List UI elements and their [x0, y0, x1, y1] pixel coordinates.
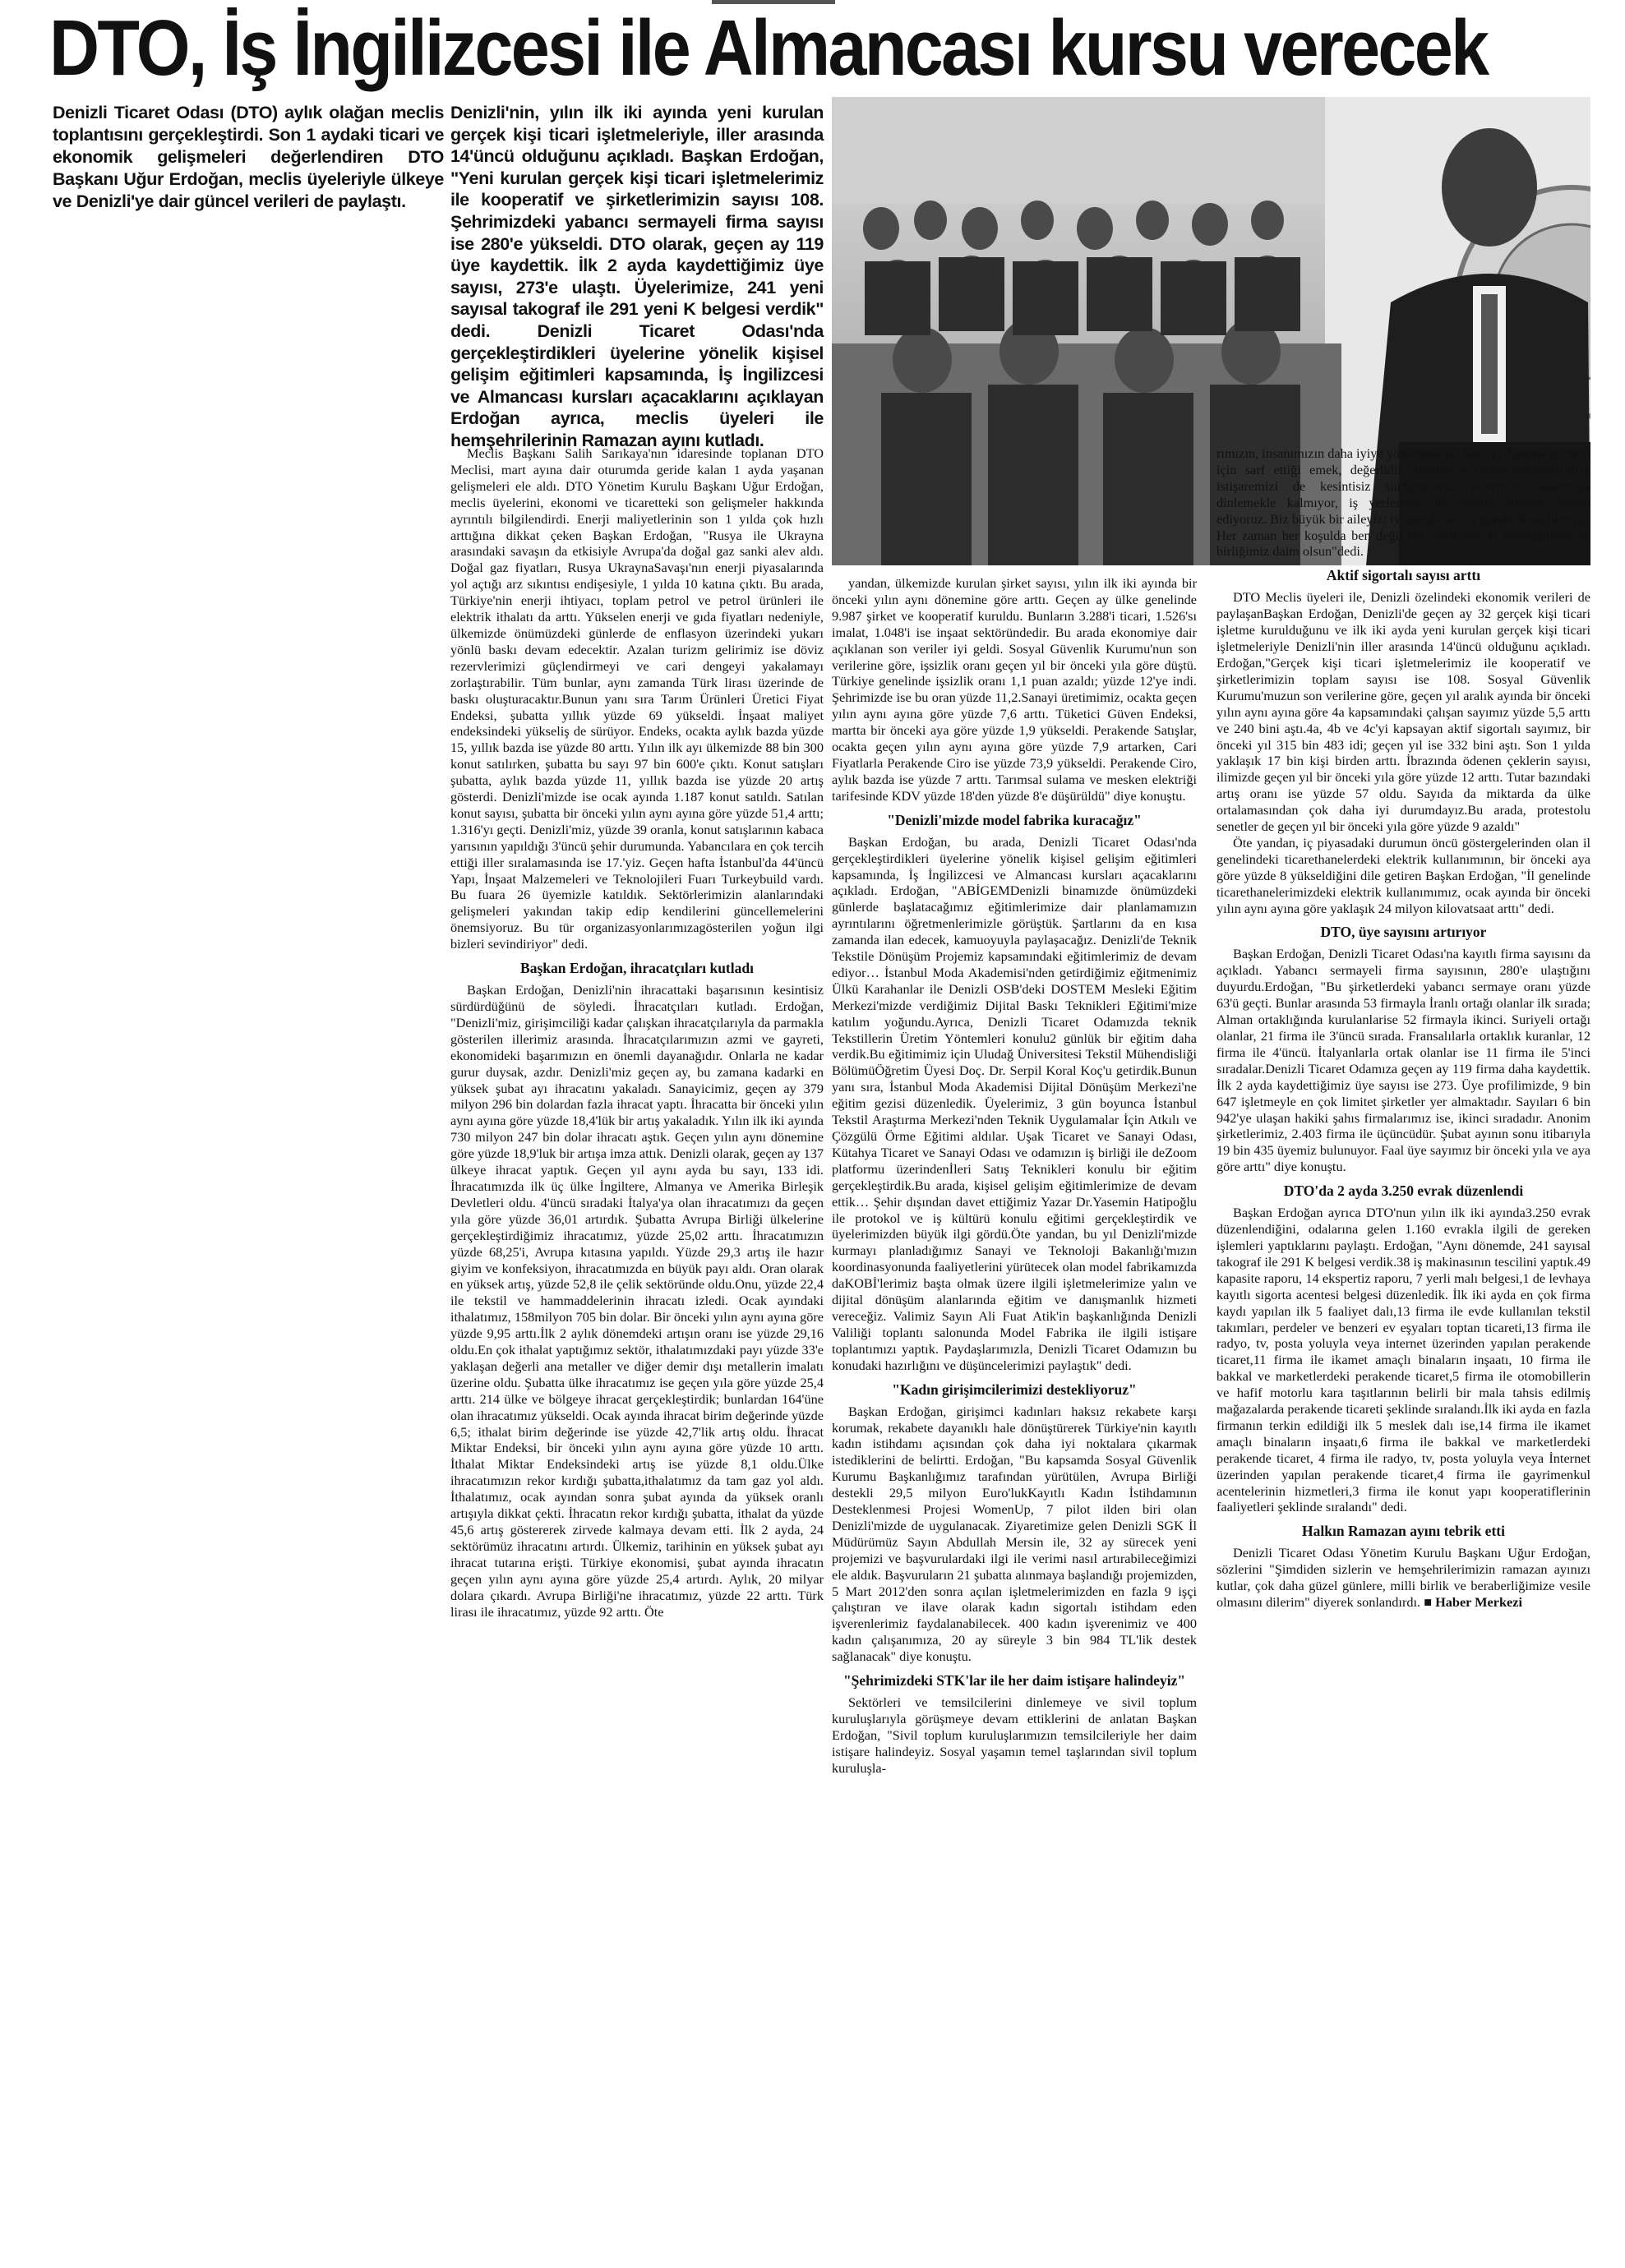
section-subheading: "Şehrimizdeki STK'lar ile her daim istişare halindeyiz"	[843, 1672, 1186, 1689]
byline: ■ Haber Merkezi	[1424, 1594, 1523, 1611]
article-column-1	[450, 445, 824, 2261]
section-subheading: Aktif sigortalı sayısı arttı	[1326, 567, 1481, 584]
article-paragraph: Denizli Ticaret Odası Yönetim Kurulu Başkanı Uğur Erdoğan, sözlerini "Şimdiden sizlerin ve hemşehrilerimizin ramazan ayınızı kutlar, çok daha güzel günlere, milli birlik ve beraberliğimize vesile olmasını dilerim" diyerek sonlandırdı. ■ Haber Merkezi	[1216, 1545, 1590, 1611]
article-paragraph: Başkan Erdoğan, bu arada, Denizli Ticaret Odası'nda gerçekleştirdikleri üyelerine yönelik kişisel gelişim eğitimleri kapsamında, İş İngilizcesi ve Almancası kursları açacaklarını açıkladı. Erdoğan, "ABİGEMDenizli binamızde önümüzdeki günlerde başlatacağımız eğitimlerimize dair planlamamızın ayrıntılarını öğretmenlerimizle görüştük. Şartlarını da en kısa zamanda ilan edecek, kamuoyuyla paylaşacağız. Denizli'de Teknik Tekstile Dönüşüm Projemiz kapsamındaki eğitimlerimiz de devam ediyor… İstanbul Moda Akademisi'nden getirdiğimiz eğitmenimiz Ülkü Karahanlar ile Denizli OSB'deki DOSTEM Mesleki Eğitim Merkezi'mizde verdiğimiz Dijital Baskı Teknikleri Eğitimi'mize katılım yoğundu.Ayrıca, Denizli Ticaret Odamızda teknik Tekstillerin Üretim Yöntemleri konulu2 günlük bir eğitim daha verdik.Bu eğitimimiz için Uludağ Üniversitesi Tekstil Mühendisliği BölümüÖğretim Üyesi Doç. Dr. Serpil Koral Koç'u getirdik.Bunun yanı sıra, İstanbul Moda Akademisi Dijital Dönüşüm Merkezi'ne eğitim gezisi düzenledik. Üyelerimiz, 3 gün boyunca İstanbul Tekstil Araştırma Merkezi'nden Teknik Uygulamalar İçin Atkılı ve Çözgülü Örme Eğitimi aldılar. Uşak Ticaret ve Sanayi Odası, Kütahya Ticaret ve Sanayi Odası ve odamızın iş birliği ile deZoom platformu üzerindenİleri Satış Teknikleri konulu bir eğitim gerçekleştirdik.Bu arada, kişisel gelişim eğitimlerimize de devam ettik… Şehir dışından davet ettiğimiz Yazar Dr.Yasemin Hatipoğlu ile protokol ve iş kültürü konulu eğitimi gerçekleştirdik ve üyelerimizden büyük ilgi gördü.Öte yandan, bu yıl Denizli'mizde kurmayı planladığımız Sanayi ve Teknoloji Bakanlığı'mızın koordinasyonunda faaliyetlerini yürütecek olan model fabrikamızda daKOBİ'lerimiz başta olmak üzere ilgili işletmelerimize yalın ve dijital dönüşüm alanlarında eğitim ve danışmanlık hizmeti vereceğiz. Valimiz Sayın Ali Fuat Atik'in başkanlığında Denizli Valiliği toplantı salonunda Model Fabrika ile ilgili istişare toplantımızı yaptık. Paydaşlarımızla, Denizli Ticaret Odamızın bu konudaki hazırlığını ve düşüncelerimizi paylaştık" dedi.	[832, 833, 1197, 1373]
article-paragraph: Başkan Erdoğan, Denizli'nin ihracattaki başarısının kesintisiz sürdürdüğünü de söyledi. İhracatçıları kutladı. Erdoğan, "Denizli'miz, girişimciliği kadar çalışkan ihracatçılarıyla da parmakla gösterilen illerimiz arasında. İhracatçılarımızın azmi ve gayreti, ekonomideki başarımızın en önemli dayanağıdır. Onlarla ne kadar gurur duysak, azdır. Denizli'miz geçen ay, bu zamana kadarki en yüksek şubat ayı ihracatını yakaladı. Sanayicimiz, geçen ay 379 milyon 296 bin dolardan fazla ihracat yaptı. İhracatta bir önceki yılın aynı ayına göre yüzde 18,4'lük bir artış yakaladık. Yılın ilk iki ayında 730 milyon 247 bin dolar ihracatı aştık. Geçen yılın aynı dönemine göre yüzde 18,9'luk bir artışa imza attık. Denizli olarak, geçen ay 137 ülkeye ihracat yaptık. Geçen yıl aynı ayda bu sayı, 133 idi. İhracatımızda ilk üç ülke İngiltere, Almanya ve Amerika Birleşik Devletleri oldu. 4'üncü sıradaki İtalya'ya olan ihracatımızı da geçen yıla göre yüzde 36,01 artırdık. Şubatta Avrupa Birliği ülkelerine gerçekleştirdiğimiz ihracatımız, yüzde 25,02 arttı. İhracatımızın yüzde 68,25'i, Avrupa kıtasına yapıldı. Yüzde 29,3 artış ile hazır giyim ve konfeksiyon, ihracatımızda en büyük payı aldı. Oran olarak en yüksek artış, yüzde 52,8 ile çelik sektöründe oldu.Onu, yüzde 22,4 ile tekstil ve hammaddelerinin ihracatı izledi. Ocak ayındaki ithalatımız, 158milyon 705 bin dolar. Bir önceki yılın aynı ayına göre yüzde 9,95 arttı.İlk 2 aylık dönemdeki artışın oranı ise yüzde 29,16 oldu.En çok ithalat yaptığımız sektör, ithalatımızdaki payı yüzde 33'e yaklaşan değerli ana metaller ve diğer demir dışı metallerin imalatı üzerine oldu. Şubatta ülke ihracatımız ise geçen yıla göre yüzde 25,4 arttı. 214 ülke ve bölgeye ihracat gerçekleştirdik; bunlardan 164'üne olan ihracatımız yükseldi. Ocak ayında ihracat birim değerinde yüzde 6,5; ithalat birim değerinde ise yüzde 42,7'lik artış oldu. İhracat Miktar Endeksi, bir önceki yılın aynı ayına göre yüzde 10 arttı. İthalat Miktar Endeksindeki artış ise yüzde 8,1 oldu.Ülke ihracatımızın rekor kırdığı şubatta,ithalatımız da tam gaz yol aldı. İthalatımız, ocak ayından sonra şubat ayında da yüksek oranlı artışıyla dikkat çekti. İhracatın rekor kırdığı şubatta, ithalat da yüzde 45,6 artış göstererek zirvede kalmaya devam etti. İlk 2 ayda, 24 sektörümüz ihracatını artırdı. Ülkemiz, tarihinin en yüksek şubat ayı ihracat tutarına erişti. Türkiye ekonomisi, şubat ayında ihracatın geçen yılın aynı ayına göre yüzde 25,4 artırdı. Aylık, 20 milyar dolara çıkardı. Avrupa Birliği'ne ihracatımız, yüzde 22 arttı. Türk lirası ile ihracatımız, yüzde 92 arttı. Öte	[450, 982, 824, 1620]
article-paragraph: DTO Meclis üyeleri ile, Denizli özelindeki ekonomik verileri de paylaşanBaşkan Erdoğan, Denizli'de geçen ay 32 gerçek kişi ticari işletme kurulduğunu ve ilk iki ayda yeni kurulan gerçek kişi ticari işletmeleriyle Denizli'nin iller arasında 14'üncü olduğunu açıkladı. Erdoğan,"Gerçek kişi ticari işletmelerimiz ile kooperatif ve şirketlerimizin toplam sayısı ise 108. Sosyal Güvenlik Kurumu'muzun son verilerine göre, geçen yıl aralık ayında bir önceki yılın aynı ayına göre 4a kapsamındaki çalışan sayımız yüzde 5,5 arttı ve 240 bini aştı.4a, 4b ve 4c'yi kapsayan aktif sigortalı sayımız, bir önceki yıl 315 bin 483 idi; geçen yıl ise 332 bini aştı. Son 1 yılda yaklaşık 17 bin kişi birden arttı. İbrazında ödenen çeklerin sayısı, ilimizde geçen yıl bir önceki yıla göre yüzde 12 arttı. Tutar bazındaki artış oranı ise yüzde 57 oldu. Sayıda da miktarda da ülke ortalamasından çok daha iyi durumdayız.Bu arada, protestolu senetler de geçen yıl bir önceki yıla göre yüzde 9 azaldı"	[1216, 589, 1590, 835]
section-subheading: "Denizli'mizde model fabrika kuracağız"	[887, 811, 1142, 828]
article-paragraph: yandan, ülkemizde kurulan şirket sayısı, yılın ilk iki ayında bir önceki yılın aynı dönemine göre arttı. Geçen ay ülke genelinde 9.987 şirket ve kooperatif kuruldu. Bunların 3.288'i ticari, 1.526'sı imalat, 1.048'i ise inşaat sektöründedir. Bu arada ekonomiye dair açıklanan son veriler iyi geldi. Sosyal Güvenlik Kurumu'nun son verilerine göre, işsizlik oranı geçen yıl bir önceki yıla göre düştü. Türkiye genelinde işsizlik oranı 1,1 puan azaldı; yüzde 12'ye indi. Şehrimizde ise bu oran yüzde 11,2.Sanayi üretimimiz, ocakta geçen yılın aynı ayına göre yüzde 7,6 arttı. Tüketici Güven Endeksi, martta bir önceki aya göre yüzde 1,9 yükseldi. Perakende Satışlar, ocakta geçen yılın aynı ayına göre yüzde 7,9 artarken, Cari Fiyatlarla Perakende Ciro ise yüzde 73,9 yükseldi. Perakende Ciro, aylık bazda ise yüzde 7 arttı. Tarımsal sulama ve mesken elektriği tarifesinde KDV yüzde 18'den yüzde 8'e düşürüldü" diye konuştu.	[832, 575, 1197, 804]
section-subheading: Başkan Erdoğan, ihracatçıları kutladı	[520, 960, 754, 977]
article-column-3	[1216, 445, 1590, 2261]
lead-paragraph-left: Denizli Ticaret Odası (DTO) aylık olağan meclis toplantısını gerçekleştirdi. Son 1 aydaki ticari ve ekonomik gelişmeleri değerlendiren DTO Başkanı Uğur Erdoğan, meclis üyeleriyle ülkeye ve Denizli'ye dair güncel verileri de paylaştı.	[53, 103, 444, 211]
headline: DTO, İş İngilizcesi ile Almancası kursu verecek	[49, 4, 1488, 92]
section-subheading: DTO'da 2 ayda 3.250 evrak düzenlendi	[1283, 1182, 1524, 1200]
article-column-2	[832, 575, 1197, 2261]
article-paragraph: Başkan Erdoğan, Denizli Ticaret Odası'na kayıtlı firma sayısını da açıkladı. Yabancı sermayeli firma sayısının, 280'e ulaştığını duyurdu.Erdoğan, "Bu şirketlerdeki yabancı sermaye oranı yüzde 63'ü geçti. Bunlar arasında 53 firmayla İranlı ortağı olanlar ilk sırada; Alman ortaklığında kurulanlarise 52 firmayla ikinci. Suriyeli ortağı olanlar, 21 firma ile 3'üncü sırada. Fransalılarla ortaklık kuranlar, 12 firma ile 4'üncü. İtalyanlarla ortak olanlar ise 11 firma ile 5'inci sıradalar.Denizli Ticaret Odamıza geçen ay 119 firma daha kaydettik. İlk 2 ayda kaydettiğimiz üye sayısı ise 273. Üye profilimizde, 9 bin 647 işletmeyle en çok limitet şirketler yer almaktadır. Sayıları 6 bin 942'ye ulaşan hakiki şahıs firmalarımız ise, ikinci sıradadır. Anonim şirketlerimiz, 2.403 firma ile üçüncüdür. Şubat ayının sonu itibarıyla 19 bin 435 üyemiz bulunuyor. Faal üye sayımız bir önceki yıla ve aya göre arttı" diye konuştu.	[1216, 946, 1590, 1175]
article-paragraph: rımızın, insanımızın daha iyiye yönelmesi ve dahi iyi duruma gelmesi için sarf ettiği emek, değerlidir; başımızın tacıdır.Sektörlerimize istişaremizi de kesintisiz sürdürüyoruz.Üyelerimizi odamızda dinlemekle kalmıyor, iş yerlerinde de ziyaret etmeye devam ediyoruz. Biz büyük bir aileyiz; iyi günde de zor günde de birlikteyiz. Her zaman her koşulda ben değil biz demeliyiz ki dostluğumuz ve birliğimiz daim olsun"dedi.	[1216, 445, 1590, 560]
section-subheading: DTO, üye sayısını artırıyor	[1320, 924, 1487, 941]
article-paragraph: Meclis Başkanı Salih Sarıkaya'nın idaresinde toplanan DTO Meclisi, mart ayına dair oturumda geride kalan 1 ayda yaşanan gelişmeleri ele aldı. DTO Yönetim Kurulu Başkanı Uğur Erdoğan, meclis üyelerini, ekonomi ve ticaretteki son gelişmeler hakkında ayrıntılı bilgilendirdi. Enerji maliyetlerinin son 1 yılda çok hızlı arttığına dikkat çeken Başkan Erdoğan, "Rusya ile Ukrayna arasındaki savaşın da etkisiyle Avrupa'da doğal gaz sanki alev aldı. Doğal gaz fiyatları, Rusya UkraynaSavaşı'nın enerji piyasalarında yol açtığı arz sıkıntısı endişesiyle, 1 yılda 10 katına çıktı. Bu arada, Türkiye'nin enerji ihtiyacı, toplam petrol ve petrol ürünleri ile elektrik ithalatı da arttı. Yükselen enerji ve gıda fiyatları nedeniyle, ülkemizde önümüzdeki günlerde de enflasyon üzerindeki yukarı yönlü baskı devam edecektir. Azalan turizm gelirimiz ise döviz rezervlerimizi güçlendirmeyi ve cari dengeyi yakalamayı zorlaştırabilir. Tüm bunlar, aynı zamanda Türk lirası üzerinde de baskı oluşturacaktır.Bunun yanı sıra Tarım Ürünleri Üretici Fiyat Endeksi, şubatta yıllık yüzde 69 yükseldi. İnşaat maliyet endeksindeki yükseliş de sürüyor. Endeks, ocakta aylık bazda yüzde 15, yıllık bazda ise yüzde 80 arttı. Yılın ilk ayı ülkemizde 88 bin 300 konut satılırken, şubatta bu sayı 97 bin 600'e çıktı. Konut satışları şubatta, aylık bazda yüzde 11, yıllık bazda ise yüzde 20 artış gösterdi. Denizli'mizde ise ocak ayında 1.187 konut satıldı. Satılan konut sayısı, şubatta bir önceki yılın aynı ayına göre yüzde 51,4 arttı; 1.316'yı geçti. Denizli'miz, yüzde 39 oranla, konut satışlarının kabaca yarısının yapıldığı 3'üncü şehir durumunda. Yabancılara en çok tercih ettiği iller sıralamasında ise 17.'yiz. Geçen hafta İstanbul'da 44'üncü Yapı, İnşaat Malzemeleri ve Teknolojileri Fuarı Turkeybuild vardı. Bu fuara 26 üyemizle katıldık. Sektörlerimizin alanlarındaki gelişmeleri yakından takip edip kendilerini güncellemelerini önemsiyoruz. Bu tür organizasyonlarımızagösterilen yoğun ilgi bizleri sevindiriyor" dedi.	[450, 445, 824, 952]
article-paragraph: Öte yandan, iç piyasadaki durumun öncü göstergelerinden olan il genelindeki ticarethanelerdeki elektrik kullanımının, bir önceki aya göre yüzde 8 yükseldiğini dile getiren Başkan Erdoğan, "İl genelinde ticarethanelerimizdeki elektrik kullanımımız, ocak ayında bir önceki yılın aynı ayına göre yaklaşık 24 milyon kilovatsaat arttı" dedi.	[1216, 834, 1590, 916]
article-paragraph: Başkan Erdoğan, girişimci kadınları haksız rekabete karşı korumak, rekabete dayanıklı hale dönüştürerek Türkiye'nin kayıtlı kadın istihdamı açısından çok daha iyi noktalara çıkarmak istediklerini de belirtti. Erdoğan, "Bu kapsamda Sosyal Güvenlik Kurumu Başkanlığımız tarafından yürütülen, Avrupa Birliği destekli 29,5 milyon Euro'lukKayıtlı Kadın İstihdamının Desteklenmesi Projesi WomenUp, 7 pilot ilden biri olan Denizli'mizde de uygulanacak. Ziyaretimize gelen Denizli SGK İl Müdürümüz Sayın Abdullah Mersin ile, 32 ay sürecek yeni projemizi ve başvurulardaki ilgi ile verimi nasıl artırabileceğimizi ele aldık. Başvuruların 21 şubatta alınmaya başlandığı projemizden, 5 Mart 2012'den sonra açılan işletmelerimizden en fazla 9 işçi çalıştıran ve ilave olarak kadın sigortalı istihdam eden işverenlerimiz faydalanabilecek. 400 kadın işverenimiz ve 400 kadın çalışanımıza, 20 ay süreyle 3 bin 984 TL'lik destek sağlanacak" diye konuştu.	[832, 1403, 1197, 1665]
article-paragraph: Sektörleri ve temsilcilerini dinlemeye ve sivil toplum kuruluşlarıyla görüşmeye devam ettiklerini de anlatan Başkan Erdoğan, "Sivil toplum kuruluşlarımızın temsilcileriyle her daim istişare halindeyiz. Sosyal yaşamın temel taşlarından sivil toplum kuruluşla-	[832, 1694, 1197, 1776]
section-subheading: "Kadın girişimcilerimizi destekliyoruz"	[892, 1381, 1137, 1398]
article-paragraph: Başkan Erdoğan ayrıca DTO'nun yılın ilk iki ayında3.250 evrak düzenlendiğini, odalarına gelen 1.160 evrakla ilgili de gereken işlemleri yaptıklarını paylaştı. Erdoğan, "Aynı dönemde, 241 sayısal takograf ile 291 K belgesi verdik.38 iş makinasının tescilini yaptık.49 kapasite raporu, 14 ekspertiz raporu, 7 yerli malı belgesi,1 de levhaya kayıtlı sigorta acentesi belgesi düzenledik. İlk iki ayda en çok firma kaydı yapılan ilk 5 faaliyet dalı,13 firma ile evde kullanılan tekstil takımları, perdeler ve benzeri ev eşyaları toptan ticareti,13 firma ile radyo, tv, posta yoluyla veya internet üzerinden yapılan perakende ticaret,11 firma ile ikamet amaçlı binaların inşaatı, 10 firma ile bakkal ve marketlerdeki perakende ticaret,5 firma ile otomobillerin ve hafif motorlu kara taşıtlarının belirli bir mala tahsis edilmiş mağazalarda perakende ticareti şeklinde sıralandı.İlk iki ayda en fazla firmanın terkin edildiği ilk 5 meslek dalı ise,14 firma ile ikamet amaçlı binaların inşaatı,6 firma ile bakkal ve marketlerdeki perakende ticaret, 4 firma ile radyo, tv, posta yoluyla veya İnternet üzerinden yapılan perakende ticaret,4 firma ile gayrimenkul acentelerinin hizmetleri,3 firma ile konut yapı kooperatiflerinin faaliyetleri şeklinde sıralandı" dedi.	[1216, 1205, 1590, 1515]
section-subheading: Halkın Ramazan ayını tebrik etti	[1302, 1523, 1505, 1540]
lead-paragraph-right: Denizli'nin, yılın ilk iki ayında yeni kurulan gerçek kişi ticari işletmeleriyle, iller arasında 14'üncü olduğunu açıkladı. Başkan Erdoğan, "Yeni kurulan gerçek kişi ticari işletmelerimiz ile kooperatif ve şirketlerimizin sayısı 108. Şehrimizdeki yabancı sermayeli firma sayısı ise 280'e yükseldi. DTO olarak, geçen ay 119 üye kaydettik. İlk 2 ayda kaydettiğimiz üye sayısı, 273'e ulaştı. Üyelerimize, 241 yeni sayısal takograf ile 291 yeni K belgesi verdik" dedi. Denizli Ticaret Odası'nda gerçekleştirdikleri üyelerine yönelik kişisel gelişim eğitimleri kapsamında, İş İngilizcesi ve Almancası kursları açacaklarını açıklayan Erdoğan ayrıca, meclis üyeleri ile hemşehrilerinin Ramazan ayını kutladı.	[450, 103, 824, 450]
